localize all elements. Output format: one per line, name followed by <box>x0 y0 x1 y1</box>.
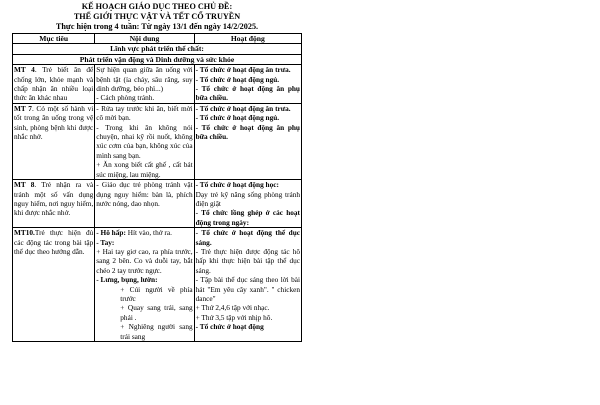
goal-cell <box>13 180 95 228</box>
activity-cell <box>194 65 301 104</box>
activity-line: - Tập bài thể dục sáng theo lời bài hát "Em yêu cây xanh". " chicken dance" <box>195 275 300 303</box>
breath-text: Hít vào, thở ra. <box>125 228 172 238</box>
body-item: + Quay sang trái, sang phải . <box>120 303 193 322</box>
table-header-row <box>13 34 302 44</box>
activity-line: - Tổ chức ở hoạt động học: <box>195 180 279 190</box>
table-row <box>13 103 302 179</box>
goal-text: . Có một số hành vi tốt trong ăn uống trong vệ sinh, phòng bệnh khi được nhắc nhở. <box>14 103 94 142</box>
doc-title-line2: THẾ GIỚI THỰC VẬT VÀ TẾT CỔ TRUYỀN <box>73 12 241 21</box>
section-title: Lĩnh vực phát triển thể chất: <box>13 44 302 54</box>
goal-text: Trẻ thực hiện đủ các động tác trong bài tập thể dục theo hướng dẫn. <box>14 228 94 256</box>
content-line: - Giáo dục trẻ phòng tránh vật dụng nguy hiểm: bàn là, phích nước nóng, dao nhọn. <box>96 180 193 208</box>
goal-cell <box>13 228 95 342</box>
activity-line: - Tổ chức ở hoạt động ngủ. <box>195 113 280 123</box>
activity-line: - Tổ chức ở hoạt động ngủ. <box>195 74 280 84</box>
activity-line: - Trẻ thực hiện được động tác hô hấp khi thực hiện bài tập thể dục sáng. <box>195 246 300 275</box>
goal-cell <box>13 65 95 104</box>
goal-text: . Trẻ nhận ra và tránh một số vấn dụng nguy hiểm, nơi nguy hiểm, khi được nhắc nhở. <box>14 180 94 218</box>
content-line: - Rửa tay trước khi ăn, biết mời cô mời bạn. <box>96 103 193 123</box>
breath-label: - Hô hấp: <box>96 228 126 238</box>
activity-line: - Tổ chức ở hoạt động ăn phụ bữa chiều. <box>195 122 300 142</box>
activity-line: - Tổ chức ở hoạt động thể dục sáng. <box>195 228 300 247</box>
hands-label: - Tay: <box>96 237 115 247</box>
table-row <box>13 228 302 342</box>
col-header-content: Nội dung <box>95 34 194 44</box>
activity-line: + Thứ 2,4,6 tập với nhạc. <box>195 303 270 313</box>
goal-cell <box>13 103 95 179</box>
activity-line: - Tổ chức ở hoạt động ăn trưa. <box>195 103 291 113</box>
body-item: + Cúi người về phía trước <box>120 284 193 303</box>
content-cell <box>95 228 194 342</box>
content-line: - Cách phòng tránh. <box>96 93 155 103</box>
doc-title-line1: KẾ HOẠCH GIÁO DỤC THEO CHỦ ĐỀ: <box>81 2 233 11</box>
activity-line: + Thứ 3,5 tập với nhịp hô. <box>195 312 273 322</box>
goal-code: MT 4 <box>14 65 35 75</box>
activity-line: - Tổ chức ở hoạt động ăn phụ bữa chiều. <box>195 84 300 103</box>
subsection-row <box>13 54 302 64</box>
subsection-title: Phát triển vận động và Dinh dưỡng và sức khỏe <box>13 54 302 64</box>
document-page <box>12 0 302 342</box>
activity-cell <box>194 103 301 179</box>
content-line: - Trong khi ăn không nói chuyện, nhai kỹ rồi nuốt, không xúc cơm của bạn, không xúc của mình sang bạn. <box>96 122 193 160</box>
goal-code: MT 7 <box>14 103 32 113</box>
content-cell <box>95 103 194 179</box>
content-cell <box>95 65 194 104</box>
goal-code: MT 8 <box>14 180 35 190</box>
hands-text: + Hai tay giơ cao, ra phía trước, sang 2 bên. Co và duỗi tay, bắt chéo 2 tay trước ngực. <box>96 246 193 275</box>
col-header-goal: Mục tiêu <box>13 34 95 44</box>
activity-cell <box>194 228 301 342</box>
activity-line: - Tổ chức ở hoạt động ăn trưa. <box>195 65 291 75</box>
activity-line: - Tổ chức lồng ghép ở các hoạt động trong ngày: <box>195 208 300 227</box>
goal-text: . Trẻ biết ăn để chống lớn, khỏe mạnh và chấp nhận ăn nhiều loại thức ăn khác nhau <box>14 65 94 103</box>
body-label: - Lưng, bụng, lườn: <box>96 275 158 285</box>
doc-title-line3: Thực hiện trong 4 tuần: Từ ngày 13/1 đến ngày 14/2/2025. <box>55 22 259 31</box>
plan-table <box>12 33 302 342</box>
section-row <box>13 44 302 54</box>
content-line: Sự hiện quan giữa ăn uống với bệnh tật (ỉa chảy, sâu răng, suy dinh dưỡng, béo phì...) <box>96 65 193 94</box>
body-item: + Nghiêng người sang trái sang <box>120 322 193 341</box>
goal-code: MT10. <box>14 228 35 238</box>
table-row <box>13 65 302 104</box>
content-cell <box>95 180 194 228</box>
activity-line: - Tổ chức ở hoạt động <box>195 322 264 332</box>
table-row <box>13 180 302 228</box>
activity-cell <box>194 180 301 228</box>
col-header-activity: Hoạt động <box>194 34 301 44</box>
content-line: + Ăn xong biết cất ghế , cất bát súc miệng, lau miệng. <box>96 160 193 179</box>
activity-line: Dạy trẻ kỹ năng sống phòng tránh điện giật <box>195 189 300 208</box>
